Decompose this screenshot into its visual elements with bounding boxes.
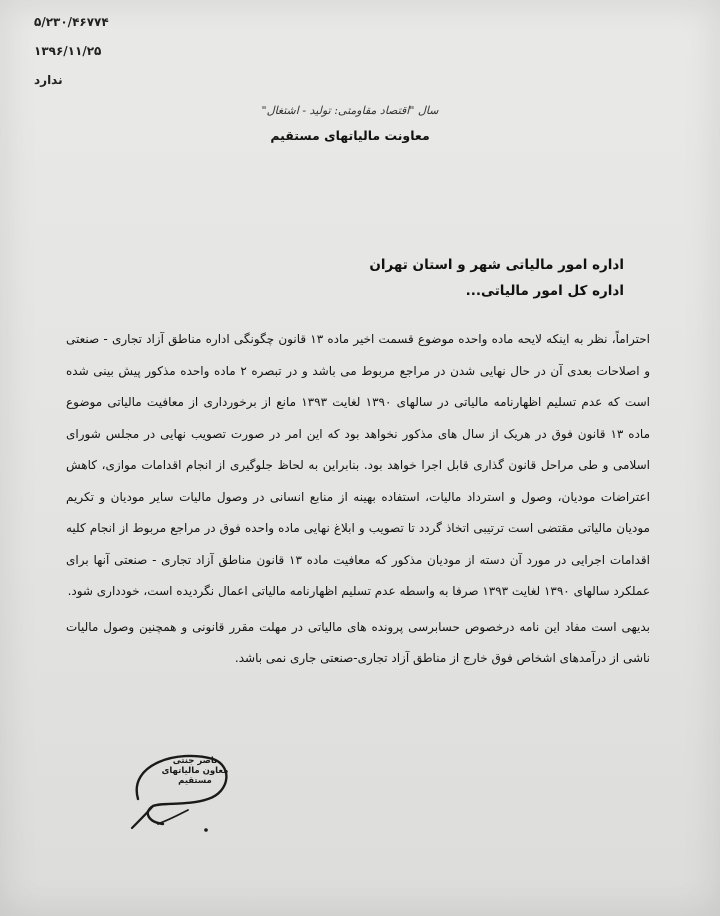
letter-attachment: ندارد	[34, 73, 63, 87]
letter-body	[66, 324, 650, 675]
letter-number: ۵/۲۳۰/۴۶۷۷۴	[34, 15, 109, 29]
body-paragraph: بدیهی است مفاد این نامه درخصوص حسابرسی پرونده های مالیاتی در مهلت مقرر قانونی و همچنین وصول مالیات ناشی از درآمدهای اشخاص فوق خارج از مناطق آزاد تجاری-صنعتی جاری نمی باشد.	[66, 619, 650, 665]
year-slogan: سال "اقتصاد مقاومتی: تولید - اشتغال"	[261, 104, 439, 117]
letter-date: ۱۳۹۶/۱۱/۲۵	[34, 44, 102, 58]
recipient-line: اداره امور مالیاتی شهر و استان تهران	[369, 257, 624, 273]
body-paragraph: احتراماً، نظر به اینکه لایحه ماده واحده موضوع قسمت اخیر ماده ۱۳ قانون چگونگی اداره مناطق آزاد تجاری - صنعتی و اصلاحات بعدی آن در حال نهایی شدن در مراجع مربوط می باشد و در تبصره ۲ ماده واحده مذکور پیش بینی شده است که عدم تسلیم اظهارنامه مالیاتی در سالهای ۱۳۹۰ لغایت ۱۳۹۳ مانع از برخورداری از معافیت مالیاتی موضوع ماده ۱۳ قانون فوق در هریک از سال های مذکور نخواهد بود که این امر در صورت تصویب نهایی در مجلس شورای اسلامی و طی مراحل قانون گذاری قابل اجرا خواهد بود. بنابراین به لحاظ جلوگیری از انجام اقدامات موازی، کاهش اعتراضات مودیان، وصول و استرداد مالیات، استفاده بهینه از منابع انسانی در وصول مالیات سایر مودیان و تکریم مودیان مالیاتی مقتضی است ترتیبی اتخاذ گردد تا تصویب و ابلاغ نهایی ماده واحده فوق در مراجع مربوط از انجام کلیه اقدامات اجرایی در مورد آن دسته از مودیان مذکور که معافیت ماده ۱۳ قانون مناطق آزاد تجاری - صنعتی آنها برای عملکرد سالهای ۱۳۹۰ لغایت ۱۳۹۳ صرفا به واسطه عدم تسلیم اظهارنامه مالیاتی اعمال نگردیده است، خودداری شود.	[66, 332, 651, 598]
handwritten-signature	[118, 744, 238, 834]
signatory-title: معاون مالیاتهای مستقیم	[161, 766, 229, 786]
recipients-block	[204, 252, 624, 304]
letter-metadata	[34, 8, 154, 95]
signatory-name: ناصر جنتی	[172, 756, 218, 766]
recipient-line: اداره کل امور مالیاتی...	[465, 283, 624, 299]
department-title: معاونت مالیاتهای مستقیم	[270, 128, 430, 143]
